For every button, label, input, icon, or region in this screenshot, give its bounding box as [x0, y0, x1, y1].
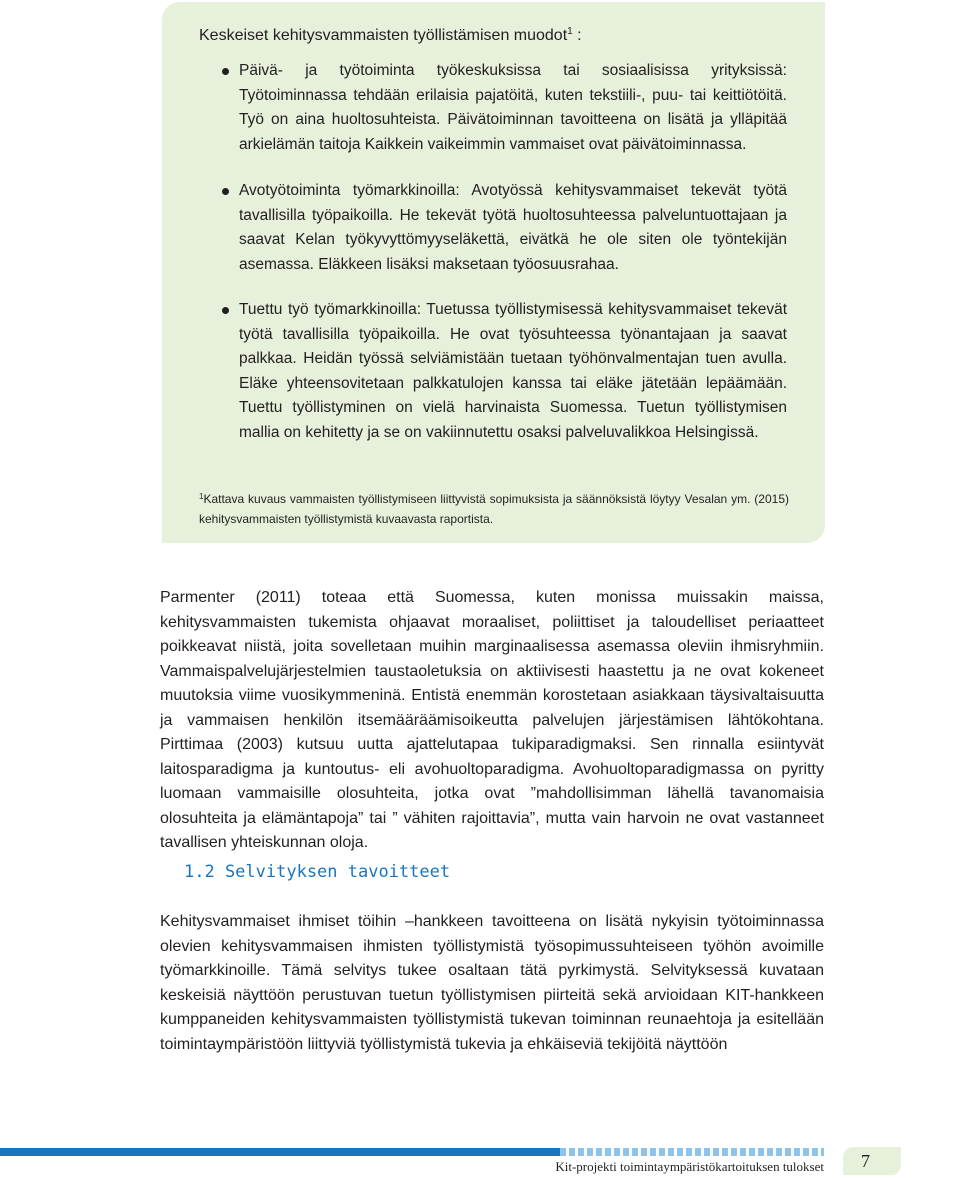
footer-rule-segment	[641, 1148, 647, 1156]
footer-rule-segment	[812, 1148, 818, 1156]
section-heading: 1.2 Selvityksen tavoitteet	[184, 862, 451, 882]
footer-rule-segment	[587, 1148, 593, 1156]
footer-rule-segment	[749, 1148, 755, 1156]
footer-rule-segment	[632, 1148, 638, 1156]
footnote-reference: 1	[567, 26, 573, 37]
footer-rule-segment	[776, 1148, 782, 1156]
footer-rule-segment	[785, 1148, 791, 1156]
footer-rule-segment	[794, 1148, 800, 1156]
footer-rule-segment	[605, 1148, 611, 1156]
footer-rule	[0, 1148, 824, 1156]
footer-rule-segment	[731, 1148, 737, 1156]
footer-rule-segment	[740, 1148, 746, 1156]
footer-rule-segment	[0, 1148, 560, 1156]
footer-rule-segment	[758, 1148, 764, 1156]
footer-rule-segment	[578, 1148, 584, 1156]
body-paragraph-1: Parmenter (2011) toteaa että Suomessa, kuten monissa muissakin maissa, kehitysvammaisten tukemista ohjaavat moraaliset, poliittiset ja taloudelliset periaatteet poikkeavat niistä, joita sovelletaan muihin marginaalisessa asemassa oleviin ihmisryhmiin. Vammaispalvelujärjestelmien taustaoletuksia on aktiivisesti haastettu ja ne ovat kokeneet muutoksia viime vuosikymmeninä. Entistä enemmän korostetaan asiakkaan täysivaltaisuutta ja vammaisen henkilön itsemääräämisoikeutta palvelujen järjestämisen lähtökohtana. Pirttimaa (2003) kutsuu uutta ajattelutapaa tukiparadigmaksi. Sen rinnalla esiintyvät laitosparadigma ja kuntoutus- eli avohuoltoparadigma. Avohuoltoparadigmassa on pyritty luomaan vammaisille olosuhteita, jotka ovat ”mahdollisimman lähellä tavanomaisia olosuhteita ja elämäntapoja” tai ” vähiten rajoittavia”, mutta vain harvoin ne ovat vastanneet tavallisen yhteiskunnan oloja.	[160, 589, 824, 851]
page-number: 7	[861, 1151, 870, 1171]
footer-rule-segment	[650, 1148, 656, 1156]
footer-rule-segment	[677, 1148, 683, 1156]
footer-rule-segment	[695, 1148, 701, 1156]
footnote: $^1$Kattava kuvaus vammaisten työllistymiseen liittyvistä sopimuksista ja säännöksistä löytyy Vesalan ym. (2015) kehitysvammaisten työllistymistä kuvaavasta raportista.	[199, 492, 789, 526]
footer-rule-segment	[821, 1148, 824, 1156]
footer-rule-segment	[623, 1148, 629, 1156]
footer-rule-segment	[596, 1148, 602, 1156]
footer-rule-segment	[722, 1148, 728, 1156]
bullet-dot-icon	[222, 68, 229, 75]
bullet-paragraph-open-work: Avotyötoiminta työmarkkinoilla: Avotyössä kehitysvammaiset tekevät työtä tavallisilla työpaikoilla. He tekevät työtä huoltosuhteessa palveluntuottajaan ja saavat Kelan työkyvyttömyyseläkettä, eivätkä he ole siten ole työntekijän asemassa. Eläkkeen lisäksi maksetaan työosuusrahaa.	[239, 182, 787, 273]
footer-rule-segment	[569, 1148, 575, 1156]
footer-rule-segment	[560, 1148, 566, 1156]
bullet-paragraph-supported-employment: Tuettu työ työmarkkinoilla: Tuetussa työllistymisessä kehitysvammaiset tekevät työtä tavallisilla työpaikoilla. He ovat työsuhteessa työnantajaan ja saavat palkkaa. Heidän työssä selviämistään tuetaan työhönvalmentajan tuen avulla. Eläke yhteensovitetaan palkkatulojen kanssa tai eläke jätetään lepäämään. Tuettu työllistyminen on vielä harvinaista Suomessa. Tuetun työllistymisen mallia on kehitetty ja se on vakiinnutettu osaksi palveluvalikkoa Helsingissä.	[239, 301, 787, 441]
footer-rule-segment	[614, 1148, 620, 1156]
bullet-dot-icon	[222, 307, 229, 314]
bullet-paragraph-day-activity: Päivä- ja työtoiminta työkeskuksissa tai sosiaalisissa yrityksissä: Työtoiminnassa tehdään erilaisia pajatöitä, kuten tekstiili-, puu- tai keittiötöitä. Työ on aina huoltosuhteista. Päivätoiminnan tavoitteena on lisätä ja ylläpitää arkielämän taitoja Kaikkein vaikeimmin vammaiset ovat päivätoiminnassa.	[239, 62, 787, 153]
footer-rule-segment	[659, 1148, 665, 1156]
footer-running-title: Kit-projekti toimintaympäristökartoituksen tulokset	[555, 1159, 824, 1174]
footer-rule-segment	[704, 1148, 710, 1156]
footer-rule-segment	[686, 1148, 692, 1156]
footer-rule-segment	[668, 1148, 674, 1156]
footer-rule-segment	[767, 1148, 773, 1156]
body-paragraph-2: Kehitysvammaiset ihmiset töihin –hankkeen tavoitteena on lisätä nykyisin työtoiminnassa olevien kehitysvammaisen ihmisten työllistymistä työsopimussuhteiseen työhön avoimille työmarkkinoille. Tämä selvitys tukee osaltaan tätä pyrkimystä. Selvityksessä kuvataan keskeisiä näyttöön perustuvan tuetun työllistymisen piirteitä sekä arvioidaan KIT-hankkeen kumppaneiden kehitysvammaisten työllistymistä tukevan toiminnan reunaehtoja ja esitellään toimintaympäristöön liittyviä työllistymistä tukevia ja ehkäiseviä tekijöitä näyttöön	[160, 913, 824, 1053]
footer-rule-segment	[803, 1148, 809, 1156]
footer-rule-segment	[713, 1148, 719, 1156]
bullet-dot-icon	[222, 188, 229, 195]
info-box-title: Keskeiset kehitysvammaisten työllistämisen muodot$^1$ :	[199, 26, 582, 44]
